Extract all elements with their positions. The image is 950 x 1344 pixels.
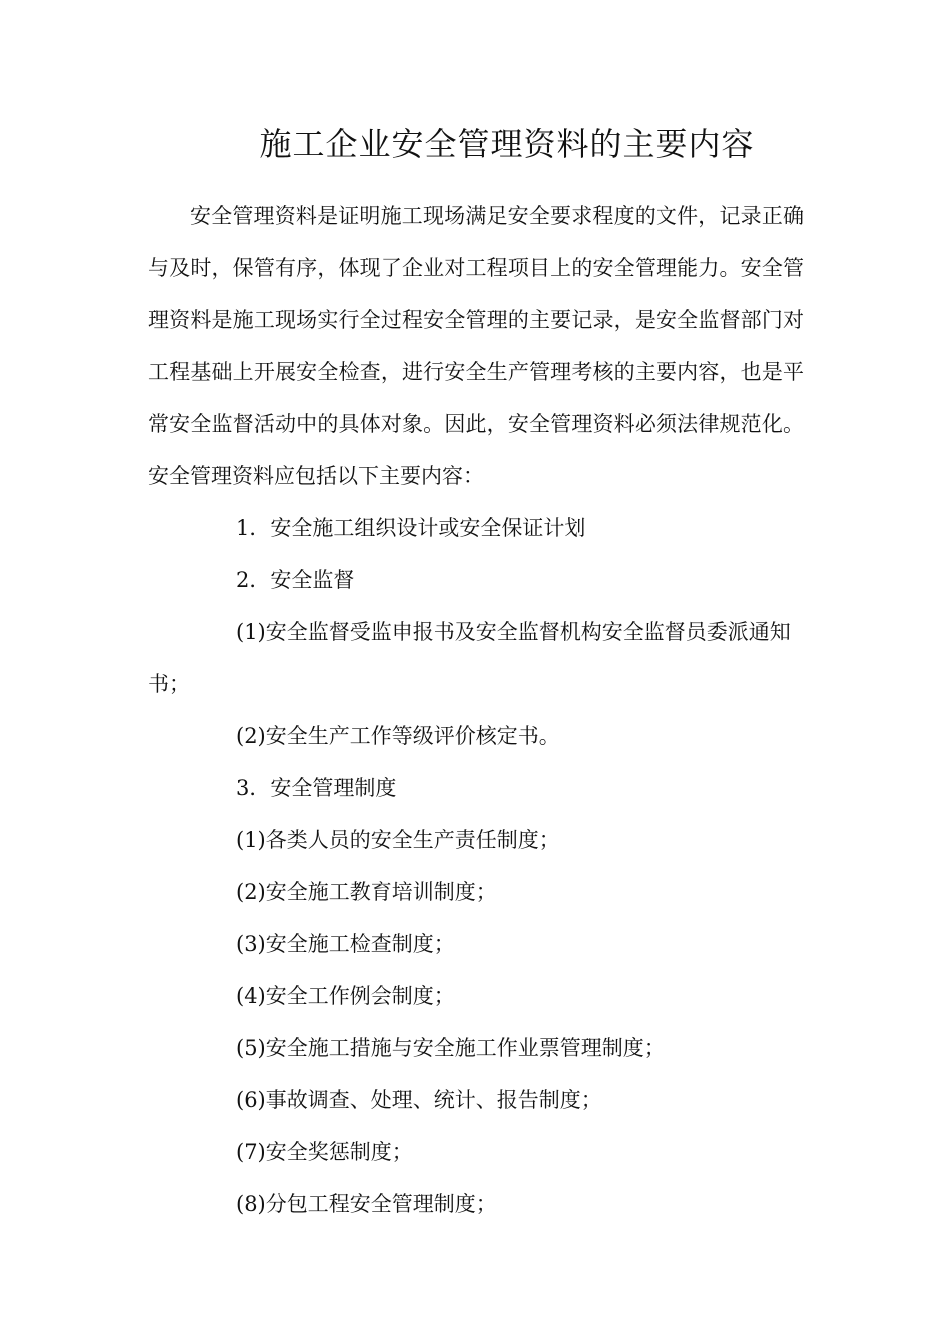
intro-paragraph: 安全管理资料是证明施工现场满足安全要求程度的文件，记录正确与及时，保管有序，体现了企业对工程项目上的安全管理能力。安全管理资料是施工现场实行全过程安全管理的主要记录，是安全监督部门对工程基础上开展安全检查，进行安全生产管理考核的主要内容，也是平常安全监督活动中的具体对象。因此，安全管理资料必须法律规范化。安全管理资料应包括以下主要内容：	[148, 204, 804, 488]
list-item: (1)各类人员的安全生产责任制度；	[236, 828, 560, 852]
list-item: (6)事故调查、处理、统计、报告制度；	[236, 1088, 602, 1112]
list-item: (2)安全生产工作等级评价核定书。	[236, 724, 560, 748]
content-list	[148, 502, 804, 1230]
list-item: 2．安全监督	[236, 568, 355, 592]
list-item: (2)安全施工教育培训制度；	[236, 880, 497, 904]
list-item: (4)安全工作例会制度；	[236, 984, 455, 1008]
list-item: (5)安全施工措施与安全施工作业票管理制度；	[236, 1036, 665, 1060]
list-item: 1．安全施工组织设计或安全保证计划	[236, 516, 586, 540]
list-item: 3．安全管理制度	[236, 776, 397, 800]
list-item: (1)安全监督受监申报书及安全监督机构安全监督员委派通知书；	[148, 620, 791, 696]
document-body	[148, 190, 804, 1230]
document-title: 施工企业安全管理资料的主要内容	[259, 125, 755, 163]
list-item: (8)分包工程安全管理制度；	[236, 1192, 497, 1216]
list-item: (7)安全奖惩制度；	[236, 1140, 413, 1164]
list-item: (3)安全施工检查制度；	[236, 932, 455, 956]
